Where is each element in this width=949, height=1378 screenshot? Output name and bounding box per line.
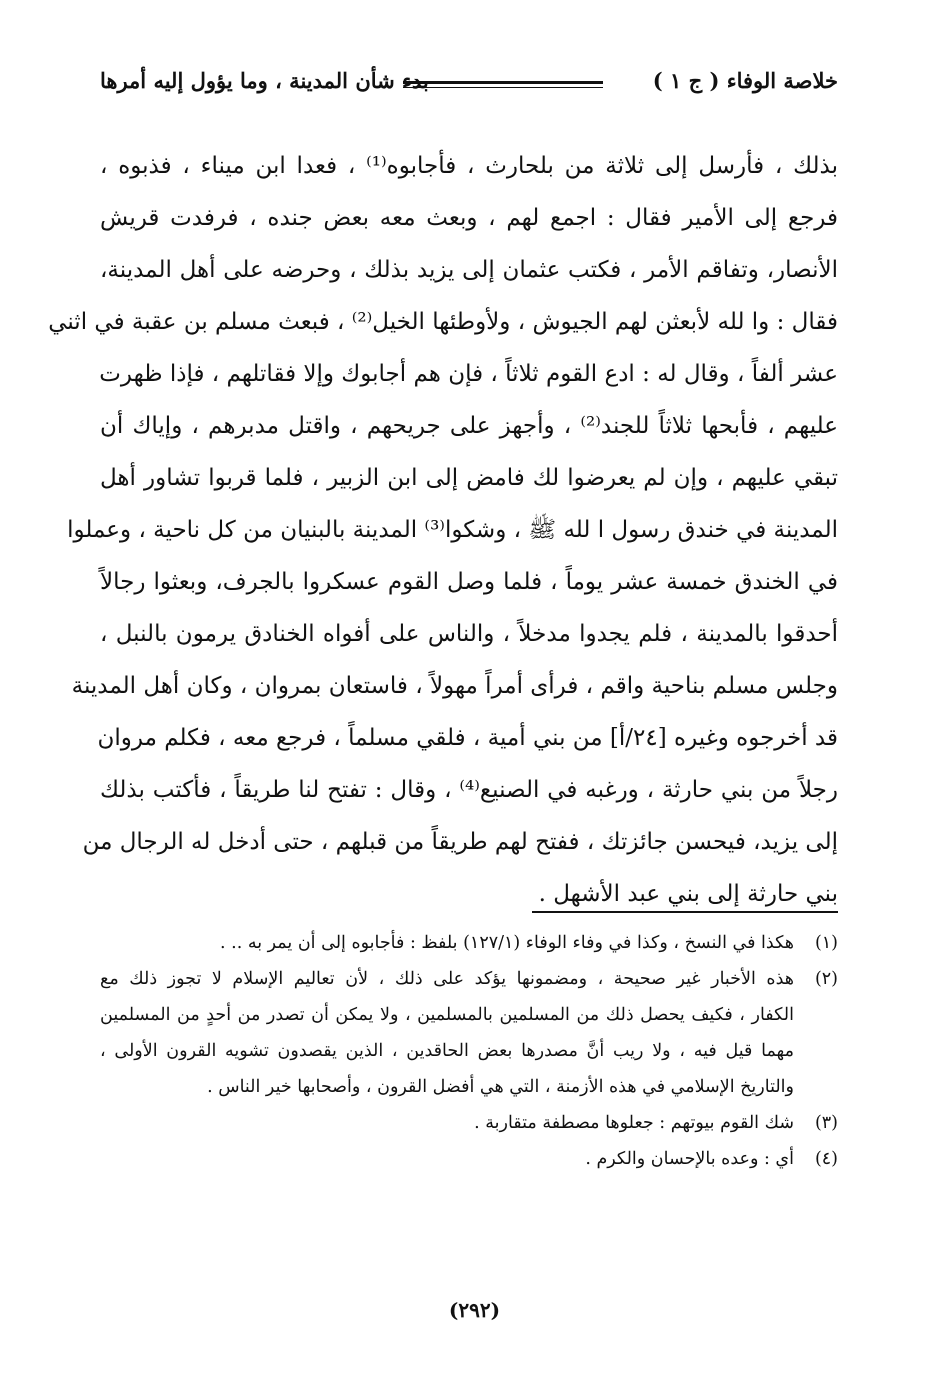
text-line: المدينة في خندق رسول ا لله ﷺ ، وشكوا⁽³⁾ المدينة بالبنيان من كل ناحية ، وعملوا xyxy=(67,517,838,543)
text-line: تبقي عليهم ، وإن لم يعرضوا لك فامض إلى ابن الزبير ، فلما قربوا تشاور أهل xyxy=(100,465,838,491)
text-line: أحدقوا بالمدينة ، فلم يجدوا مدخلاً ، والناس على أفواه الخنادق يرمون بالنبل ، xyxy=(100,621,838,647)
footnote-number: (٤) xyxy=(814,1149,838,1169)
running-header xyxy=(100,62,838,102)
text-line: بذلك ، فأرسل إلى ثلاثة من بلحارث ، فأجابوه⁽¹⁾ ، فعدا ابن ميناء ، فذبوه ، xyxy=(100,153,839,179)
footnote-2 xyxy=(100,961,838,997)
footnote-separator xyxy=(532,911,838,913)
page-number: (٢٩٢) xyxy=(448,1298,501,1322)
footnote-text: هذه الأخبار غير صحيحة ، ومضمونها يؤكد على ذلك ، لأن تعاليم الإسلام لا تجوز ذلك مع xyxy=(100,969,794,989)
footnotes xyxy=(100,925,838,1177)
book-title: خلاصة الوفاء ( ج ١ ) xyxy=(652,68,838,93)
text-line: في الخندق خمسة عشر يوماً ، فلما وصل القوم عسكروا بالجرف، وبعثوا رجالاً xyxy=(100,569,838,595)
chapter-title: بدء شأن المدينة ، وما يؤول إليه أمرها xyxy=(100,68,429,93)
text-line: قد أخرجوه وغيره [٢٤/أ] من بني أمية ، فلقي مسلماً ، فرجع معه ، فكلم مروان xyxy=(97,725,838,751)
text-line: عليهم ، فأبحها ثلاثاً للجند⁽²⁾ ، وأجهز على جريحهم ، واقتل مدبرهم ، وإياك أن xyxy=(100,413,838,439)
footnote-2-continuation: مهما قيل فيه ، ولا ريب أنَّ مصدرها بعض الحاقدين ، الذين يقصدون تشويه القرون الأولى ، xyxy=(100,1041,794,1061)
text-line: فرجع إلى الأمير فقال : اجمع لهم ، وبعث معه بعض جنده ، فرفدت قريش xyxy=(100,205,838,231)
footnote-2-continuation: الكفار ، فكيف يحصل ذلك من المسلمين بالمسلمين ، ولا يمكن أن تصدر من أحدٍ من المسلمين xyxy=(100,1005,794,1025)
footnote-1 xyxy=(100,925,838,961)
footnote-4 xyxy=(100,1141,838,1177)
footnote-2-continuation: والتاريخ الإسلامي في هذه الأزمنة ، التي هي أفضل القرون ، وأصحابها خير الناس . xyxy=(207,1077,794,1097)
text-line: وجلس مسلم بناحية واقم ، فرأى أمراً مهولاً ، فاستعان بمروان ، وكان أهل المدينة xyxy=(71,673,838,699)
header-rule xyxy=(403,81,603,88)
footnote-text: شك القوم بيوتهم : جعلوها مصطفة متقاربة . xyxy=(474,1113,794,1133)
footnote-number: (١) xyxy=(814,933,838,953)
footnote-3 xyxy=(100,1105,838,1141)
text-line: عشر ألفاً ، وقال له : ادع القوم ثلاثاً ، فإن هم أجابوك وإلا فقاتلهم ، فإذا ظهرت xyxy=(99,361,838,387)
text-line: فقال : وا لله لأبعثن لهم الجيوش ، ولأوطئها الخيل⁽²⁾ ، فبعث مسلم بن عقبة في اثني xyxy=(48,309,838,335)
text-line: الأنصار، وتفاقم الأمر ، فكتب عثمان إلى يزيد بذلك ، وحرضه على أهل المدينة، xyxy=(100,257,838,283)
text-line: إلى يزيد، فيحسن جائزتك ، ففتح لهم طريقاً من قبلهم ، حتى أدخل له الرجال من xyxy=(82,829,838,855)
footnote-text: أي : وعده بالإحسان والكرم . xyxy=(585,1149,794,1169)
footnote-text: هكذا في النسخ ، وكذا في وفاء الوفاء (١٢٧/١) بلفظ : فأجابوه إلى أن يمر به .. . xyxy=(220,933,794,953)
main-text xyxy=(48,140,839,920)
text-line: بني حارثة إلى بني عبد الأشهل . xyxy=(538,881,838,907)
footnote-number: (٣) xyxy=(814,1113,838,1133)
text-line: رجلاً من بني حارثة ، ورغبه في الصنيع⁽⁴⁾ ، وقال : تفتح لنا طريقاً ، فأكتب بذلك xyxy=(100,777,838,803)
footnote-number: (٢) xyxy=(814,969,838,989)
